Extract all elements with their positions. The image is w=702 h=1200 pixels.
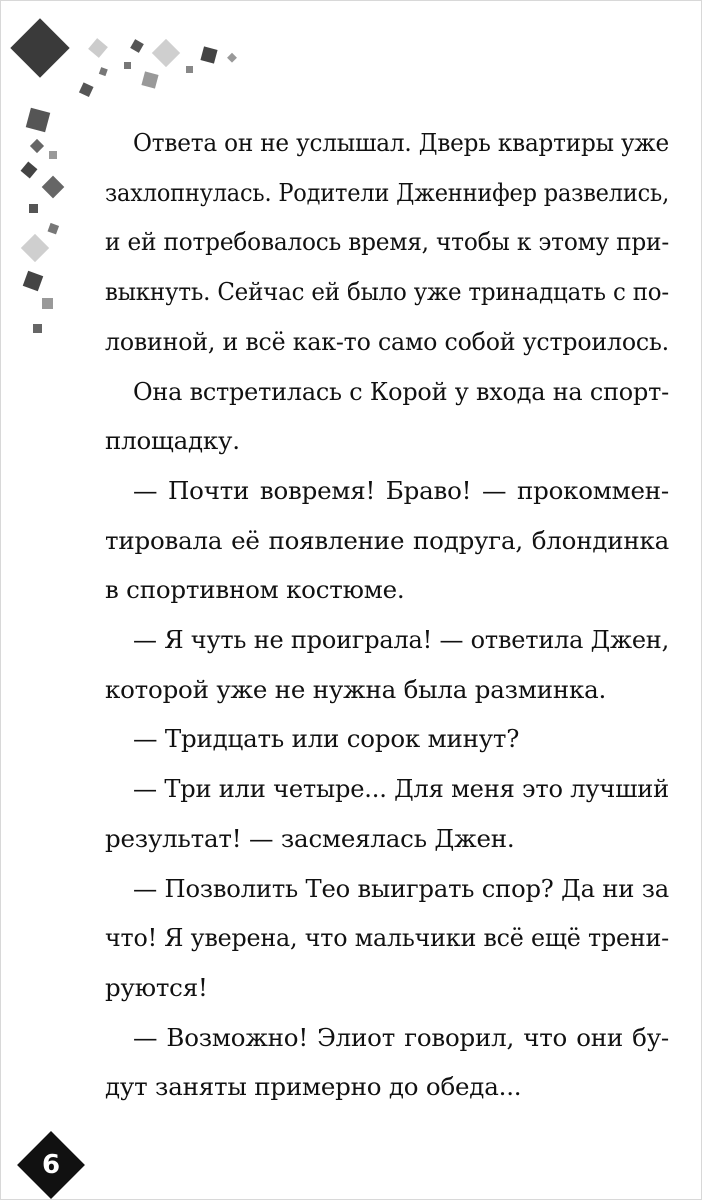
text-line: которой уже не нужна была разминка. [105,674,607,704]
text-line: дут заняты примерно до обеда... [105,1072,522,1102]
deco-square [124,62,131,69]
text-line: — Почти вовремя! Браво! — прокоммен- [133,475,669,505]
deco-square [130,39,144,53]
text-line: — Тридцать или сорок минут? [133,724,520,754]
page-number: 6 [41,1150,61,1180]
deco-square [186,66,193,73]
text-line: что! Я уверена, что мальчики всё ещё трени- [105,923,669,953]
deco-square [99,67,108,76]
text-line: захлопнулась. Родители Дженнифер развелись, [105,177,670,207]
corner-diamond [10,18,69,77]
text-line: — Я чуть не проиграла! — ответила Джен, [133,625,670,655]
text-line: в спортивном костюме. [105,575,405,605]
deco-square [33,324,42,333]
deco-square [21,234,49,262]
text-line: ловиной, и всё как-то само собой устроилось. [105,326,669,356]
deco-square [88,38,108,58]
paragraph [105,764,669,863]
paragraph [105,615,669,714]
deco-square [141,71,158,88]
deco-square [21,162,38,179]
deco-square [30,139,44,153]
text-line: — Позволить Тео выиграть спор? Да ни за [133,873,670,903]
text-line: руются! [105,972,208,1002]
deco-square [26,108,50,132]
text-line: результат! — засмеялась Джен. [105,823,515,853]
deco-square [42,298,53,309]
paragraph [105,118,669,367]
deco-square [79,82,94,97]
text-line: — Три или четыре... Для меня это лучший [133,774,670,804]
deco-square [29,204,38,213]
text-line: — Возможно! Элиот говорил, что они бу- [133,1022,669,1052]
deco-square [48,223,60,235]
text-line: выкнуть. Сейчас ей было уже тринадцать с по- [105,277,669,307]
main-text [105,118,669,1112]
deco-square [152,39,180,67]
paragraph [105,466,669,615]
paragraph [105,714,669,764]
text-line: Она встретилась с Корой у входа на спорт- [133,376,669,406]
deco-square [227,53,237,63]
text-line: тировала её появление подруга, блондинка [105,525,669,555]
text-line: площадку. [105,426,240,456]
deco-square [42,176,65,199]
deco-square [49,151,57,159]
text-line: Ответа он не услышал. Дверь квартиры уже [133,128,670,157]
paragraph [105,367,669,466]
paragraph [105,1013,669,1112]
text-line: и ей потребовалось время, чтобы к этому при- [105,227,669,257]
deco-square [200,46,217,63]
paragraph [105,864,669,1013]
deco-square [23,271,44,292]
